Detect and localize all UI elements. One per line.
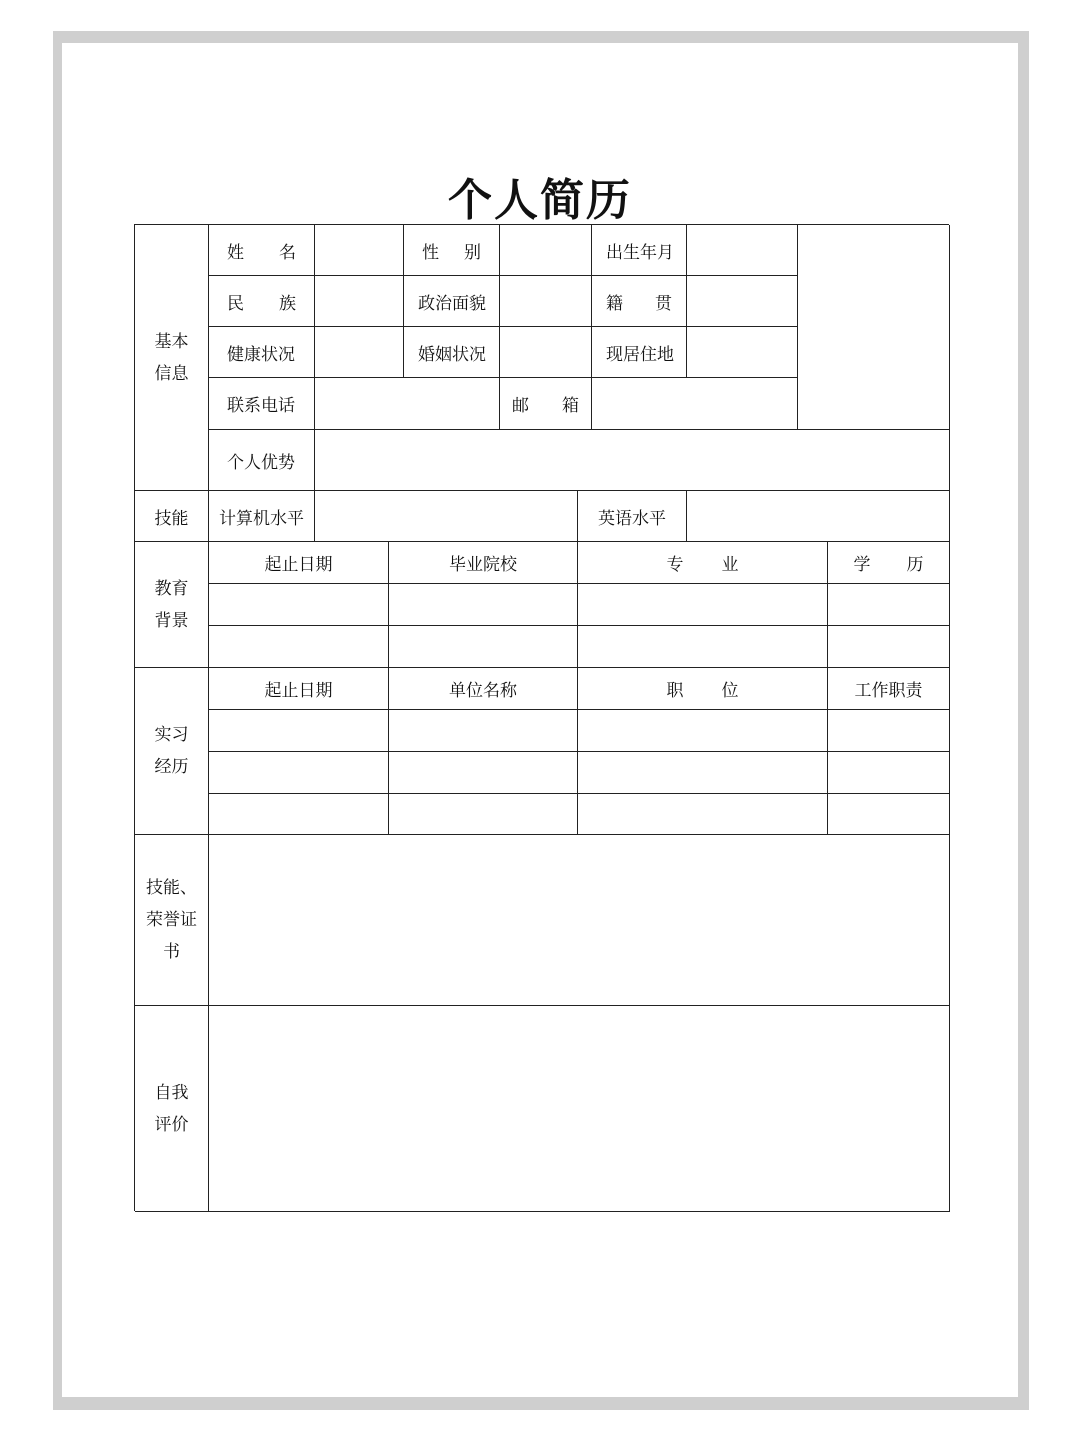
edu-row2-date[interactable] [209,626,389,668]
label-computer: 计算机水平 [209,491,315,542]
intern-row1-position[interactable] [578,710,828,752]
field-email[interactable] [592,378,798,430]
intern-row3-company[interactable] [389,794,578,835]
label-name-char1: 姓 [227,242,244,263]
edu-header-degree-char1: 学 [853,555,871,575]
label-email-char2: 箱 [562,396,579,416]
label-native [592,276,687,327]
label-ethnic-char2: 族 [279,293,296,314]
section-label-basic: 基本 信息 [135,225,209,491]
edu-header-major [578,542,828,584]
intern-header-position-char2: 位 [721,681,739,701]
label-email [500,378,592,430]
label-gender-char2: 别 [464,242,481,263]
label-email-char1: 邮 [512,396,529,416]
field-honors[interactable] [209,835,950,1006]
intern-row2-duty[interactable] [828,752,950,794]
label-birth: 出生年月 [592,225,687,276]
intern-row3-duty[interactable] [828,794,950,835]
label-name [209,225,315,276]
field-name[interactable] [315,225,404,276]
section-label-skills: 技能 [135,491,209,542]
page-title: 个人简历 [448,175,632,226]
edu-header-degree-char2: 历 [906,555,924,575]
edu-row1-school[interactable] [389,584,578,626]
field-ethnic[interactable] [315,276,404,327]
field-marital[interactable] [500,327,592,378]
field-phone[interactable] [315,378,500,430]
intern-row2-position[interactable] [578,752,828,794]
edu-header-degree [828,542,950,584]
section-label-self-eval: 自我 评价 [135,1006,209,1212]
label-ethnic-char1: 民 [227,293,244,314]
label-marital: 婚姻状况 [404,327,500,378]
edu-row2-major[interactable] [578,626,828,668]
intern-header-date: 起止日期 [209,668,389,710]
field-english[interactable] [687,491,950,542]
intern-header-position-char1: 职 [666,681,684,701]
section-label-honors: 技能、 荣誉证 书 [135,835,209,1006]
label-political: 政治面貌 [404,276,500,327]
intern-row1-date[interactable] [209,710,389,752]
field-political[interactable] [500,276,592,327]
intern-header-duty: 工作职责 [828,668,950,710]
field-residence[interactable] [687,327,798,378]
label-phone: 联系电话 [209,378,315,430]
edu-header-major-char2: 业 [721,555,739,575]
label-native-char2: 贯 [655,293,672,314]
label-ethnic [209,276,315,327]
edu-row1-major[interactable] [578,584,828,626]
edu-row2-degree[interactable] [828,626,950,668]
intern-header-company: 单位名称 [389,668,578,710]
photo-box[interactable] [798,225,950,430]
label-advantage: 个人优势 [209,430,315,491]
label-health: 健康状况 [209,327,315,378]
label-english: 英语水平 [578,491,687,542]
field-health[interactable] [315,327,404,378]
edu-row1-degree[interactable] [828,584,950,626]
label-name-char2: 名 [279,242,296,263]
label-gender [404,225,500,276]
edu-header-date: 起止日期 [209,542,389,584]
label-native-char1: 籍 [606,293,623,314]
intern-row1-duty[interactable] [828,710,950,752]
intern-row2-date[interactable] [209,752,389,794]
field-self-eval[interactable] [209,1006,950,1212]
intern-row3-position[interactable] [578,794,828,835]
intern-row2-company[interactable] [389,752,578,794]
resume-table [134,224,949,1211]
section-label-internship: 实习 经历 [135,668,209,835]
intern-row1-company[interactable] [389,710,578,752]
edu-row2-school[interactable] [389,626,578,668]
label-gender-char1: 性 [422,242,439,263]
field-advantage[interactable] [315,430,950,491]
edu-header-major-char1: 专 [666,555,684,575]
field-birth[interactable] [687,225,798,276]
intern-header-position [578,668,828,710]
field-gender[interactable] [500,225,592,276]
intern-row3-date[interactable] [209,794,389,835]
field-computer[interactable] [315,491,578,542]
edu-row1-date[interactable] [209,584,389,626]
section-label-education: 教育 背景 [135,542,209,668]
field-native[interactable] [687,276,798,327]
label-residence: 现居住地 [592,327,687,378]
edu-header-school: 毕业院校 [389,542,578,584]
